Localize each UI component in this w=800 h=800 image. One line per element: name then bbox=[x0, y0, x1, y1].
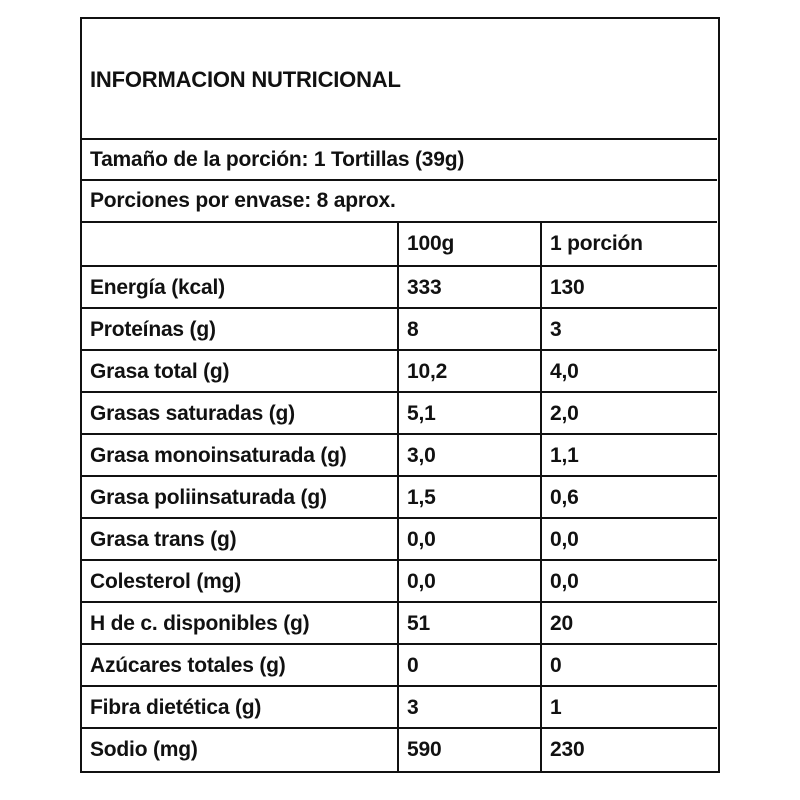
nutrient-name: Colesterol (mg) bbox=[82, 561, 399, 601]
serving-size: Tamaño de la porción: 1 Tortillas (39g) bbox=[90, 148, 465, 171]
value-per-100g: 333 bbox=[399, 267, 542, 307]
value-per-100g: 3,0 bbox=[399, 435, 542, 475]
value-per-portion: 1 bbox=[550, 696, 562, 719]
value-per-100g: 3 bbox=[399, 687, 542, 727]
value-per-portion: 0,0 bbox=[550, 570, 579, 593]
table-row bbox=[82, 687, 717, 729]
value-per-100g: 0,0 bbox=[399, 519, 542, 559]
table-title: INFORMACION NUTRICIONAL bbox=[90, 67, 401, 92]
value-per-100g: 51 bbox=[399, 603, 542, 643]
nutrient-name: Grasa poliinsaturada (g) bbox=[82, 477, 399, 517]
nutrient-name: Azúcares totales (g) bbox=[82, 645, 399, 685]
title-row bbox=[82, 19, 717, 140]
table-row bbox=[82, 645, 717, 687]
header-portion-column: 1 porción bbox=[550, 232, 643, 255]
servings-per-container-row bbox=[82, 181, 717, 223]
value-per-portion: 20 bbox=[550, 612, 573, 635]
table-row bbox=[82, 561, 717, 603]
value-per-100g: 0,0 bbox=[399, 561, 542, 601]
value-per-100g: 10,2 bbox=[399, 351, 542, 391]
value-per-100g: 5,1 bbox=[399, 393, 542, 433]
value-per-portion: 130 bbox=[550, 276, 585, 299]
table-row bbox=[82, 477, 717, 519]
value-per-portion: 4,0 bbox=[550, 360, 579, 383]
value-per-portion: 0,6 bbox=[550, 486, 579, 509]
table-row bbox=[82, 603, 717, 645]
nutrient-name: Energía (kcal) bbox=[82, 267, 399, 307]
nutrient-name: Grasa total (g) bbox=[82, 351, 399, 391]
table-row bbox=[82, 351, 717, 393]
nutrient-name: Grasa trans (g) bbox=[82, 519, 399, 559]
value-per-portion: 230 bbox=[550, 738, 585, 761]
value-per-100g: 1,5 bbox=[399, 477, 542, 517]
value-per-portion: 2,0 bbox=[550, 402, 579, 425]
servings-per-container: Porciones por envase: 8 aprox. bbox=[90, 189, 396, 212]
serving-size-row bbox=[82, 140, 717, 181]
column-header-row bbox=[82, 223, 717, 267]
value-per-100g: 0 bbox=[399, 645, 542, 685]
value-per-portion: 3 bbox=[550, 318, 562, 341]
value-per-portion: 0,0 bbox=[550, 528, 579, 551]
value-per-portion: 0 bbox=[550, 654, 562, 677]
nutrient-name: Proteínas (g) bbox=[82, 309, 399, 349]
table-row bbox=[82, 267, 717, 309]
nutrient-name: H de c. disponibles (g) bbox=[82, 603, 399, 643]
nutrient-name: Grasa monoinsaturada (g) bbox=[82, 435, 399, 475]
header-nutrient-column bbox=[82, 223, 399, 265]
value-per-100g: 590 bbox=[399, 729, 542, 771]
value-per-100g: 8 bbox=[399, 309, 542, 349]
table-row bbox=[82, 435, 717, 477]
nutrient-name: Grasas saturadas (g) bbox=[82, 393, 399, 433]
table-row bbox=[82, 309, 717, 351]
nutrient-name: Fibra dietética (g) bbox=[82, 687, 399, 727]
value-per-portion: 1,1 bbox=[550, 444, 579, 467]
header-100g-column: 100g bbox=[399, 223, 542, 265]
table-row bbox=[82, 393, 717, 435]
nutrient-name: Sodio (mg) bbox=[82, 729, 399, 771]
table-row bbox=[82, 729, 717, 771]
table-row bbox=[82, 519, 717, 561]
nutrition-facts-table bbox=[80, 17, 720, 773]
